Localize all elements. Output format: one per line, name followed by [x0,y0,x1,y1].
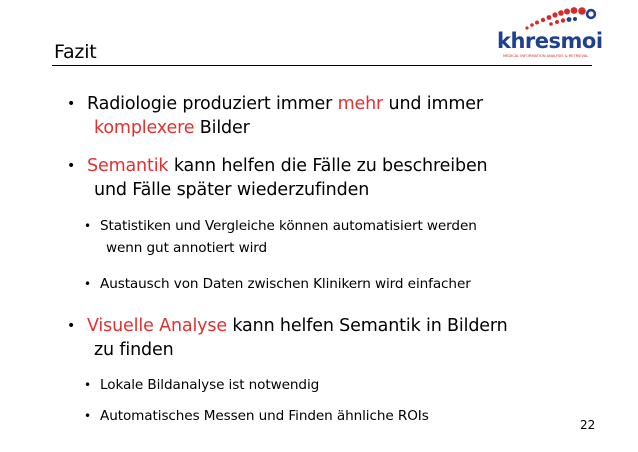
bullet-text: Automatisches Messen und Finden ähnliche ROIs [100,408,429,424]
bullet-text [87,92,483,116]
bullet-dot: • [84,219,91,233]
bullet-text-continuation: und Fälle später wiederzufinden [94,180,370,200]
logo-wordmark: khresmoi [497,29,603,53]
logo-subtitle: MEDICAL INFORMATION ANALYSIS & RETRIEVAL [503,54,589,58]
bullet-dot: • [67,158,76,174]
bullet-text-continuation: wenn gut annotiert wird [106,240,268,256]
bullet-emphasis: Visuelle Analyse [87,316,227,336]
bullet-dot: • [84,378,91,392]
bullet-dot: • [84,409,91,423]
bullet-emphasis: Semantik [87,156,169,176]
slide-title: Fazit [54,41,97,63]
bullet-text-continuation: zu finden [94,340,174,360]
bullet-text-part: kann helfen die Fälle zu beschreiben [168,156,488,176]
bullet-text [87,154,488,178]
bullet-dot: • [67,318,76,334]
bullet-text-part: und immer [383,94,483,114]
bullet-text-part: Radiologie produziert immer [87,94,338,114]
bullet-dot: • [84,277,91,291]
bullet-text: Statistiken und Vergleiche können automatisiert werden [100,218,477,234]
bullet-emphasis: mehr [337,94,384,114]
bullet-text: Austausch von Daten zwischen Klinikern wird einfacher [100,276,471,292]
bullet-text [87,314,508,338]
bullet-emphasis: komplexere [94,118,195,138]
bullet-dot: • [67,96,76,112]
bullet-text: Lokale Bildanalyse ist notwendig [100,377,320,393]
bullet-text-continuation [94,116,250,140]
page-number: 22 [580,418,596,432]
bullet-text-part: Bilder [194,118,250,138]
bullet-text-part: kann helfen Semantik in Bildern [226,316,508,336]
